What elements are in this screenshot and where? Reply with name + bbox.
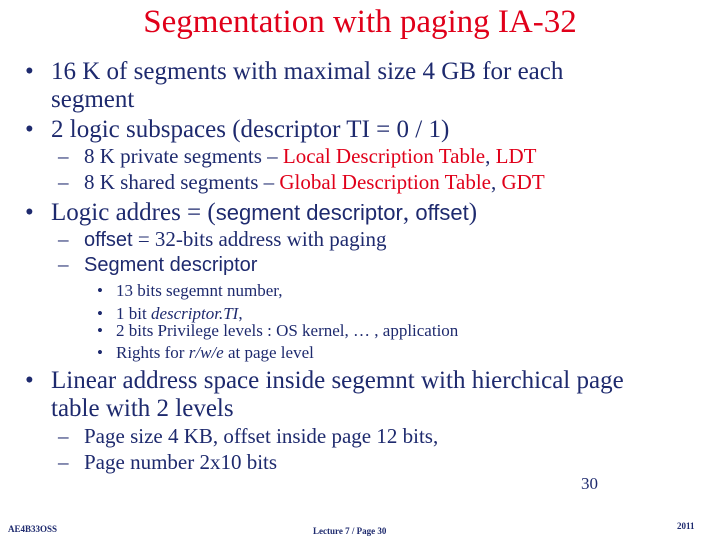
bullet-icon: • bbox=[25, 58, 34, 85]
sub-bullet-gdt bbox=[58, 172, 545, 193]
item-text: 1 bit bbox=[116, 304, 151, 323]
offset-desc: = 32-bits address with paging bbox=[132, 227, 387, 251]
bullet-logic-address bbox=[25, 200, 477, 225]
page-size-text: Page size 4 KB, offset inside page 12 bits, bbox=[84, 424, 439, 448]
list-item bbox=[97, 322, 458, 339]
ldt-sep: , bbox=[485, 144, 496, 168]
item-text: 13 bits segemnt number, bbox=[116, 281, 283, 300]
gdt-abbr: GDT bbox=[501, 170, 545, 194]
footer-year: 2011 bbox=[677, 521, 695, 531]
dash-icon: – bbox=[58, 450, 69, 474]
ldt-abbr: LDT bbox=[495, 144, 537, 168]
bullet-text: Linear address space inside segemnt with hierchical page bbox=[51, 367, 624, 394]
gdt-text: 8 K shared segments – bbox=[84, 170, 280, 194]
ldt-text: 8 K private segments – bbox=[84, 144, 283, 168]
slide-title: Segmentation with paging IA-32 bbox=[143, 4, 577, 40]
item-text-end: , bbox=[238, 304, 243, 323]
item-italic: r/w/e bbox=[188, 343, 224, 362]
page-number-text: Page number 2x10 bits bbox=[84, 450, 278, 474]
sub-bullet-offset bbox=[58, 229, 386, 250]
sub-bullet-ldt bbox=[58, 146, 536, 167]
item-text: 2 bits Privilege levels : OS kernel, … , application bbox=[116, 321, 459, 340]
bullet-icon: • bbox=[25, 367, 34, 394]
sub-bullet-page-size bbox=[58, 426, 438, 447]
ldt-name: Local Description Table bbox=[282, 144, 486, 168]
list-item bbox=[97, 305, 243, 322]
bullet-icon: • bbox=[25, 199, 34, 226]
bullet-icon: • bbox=[25, 116, 34, 143]
bullet-segments bbox=[25, 59, 563, 84]
bullet-linear-address bbox=[25, 368, 624, 393]
offset-term: offset bbox=[415, 200, 469, 225]
segment-descriptor-term: segment descriptor bbox=[215, 200, 403, 225]
logic-addr-close: ) bbox=[468, 199, 478, 226]
item-text-end: at page level bbox=[223, 343, 314, 362]
dash-icon: – bbox=[58, 424, 69, 448]
logic-addr-sep: , bbox=[402, 199, 416, 226]
sub-bullet-segment-descriptor bbox=[58, 254, 257, 275]
list-item bbox=[97, 344, 314, 361]
slide-number: 30 bbox=[581, 474, 598, 493]
gdt-name: Global Description Table bbox=[279, 170, 491, 194]
footer-lecture-page: Lecture 7 / Page 30 bbox=[313, 526, 387, 536]
item-italic: descriptor.TI bbox=[150, 304, 239, 323]
logic-addr-text: Logic addres = ( bbox=[51, 199, 216, 226]
bullet-subspaces bbox=[25, 117, 449, 142]
bullet-icon: • bbox=[97, 321, 103, 340]
bullet-text: 16 K of segments with maximal size 4 GB for each bbox=[51, 58, 564, 85]
list-item bbox=[97, 282, 282, 299]
bullet-icon: • bbox=[97, 281, 103, 300]
bullet-linear-address-cont: table with 2 levels bbox=[51, 395, 234, 422]
bullet-text: 2 logic subspaces (descriptor TI = 0 / 1) bbox=[51, 116, 450, 143]
bullet-icon: • bbox=[97, 304, 103, 323]
dash-icon: – bbox=[58, 252, 69, 276]
dash-icon: – bbox=[58, 170, 69, 194]
dash-icon: – bbox=[58, 144, 69, 168]
footer-course-code: AE4B33OSS bbox=[8, 524, 58, 534]
gdt-sep: , bbox=[490, 170, 502, 194]
dash-icon: – bbox=[58, 227, 69, 251]
sub-bullet-page-number bbox=[58, 452, 277, 473]
bullet-segments-cont: segment bbox=[51, 86, 135, 113]
bullet-icon: • bbox=[97, 343, 103, 362]
offset-label: offset bbox=[84, 229, 133, 251]
item-text: Rights for bbox=[116, 343, 189, 362]
segment-descriptor-label: Segment descriptor bbox=[84, 254, 258, 276]
